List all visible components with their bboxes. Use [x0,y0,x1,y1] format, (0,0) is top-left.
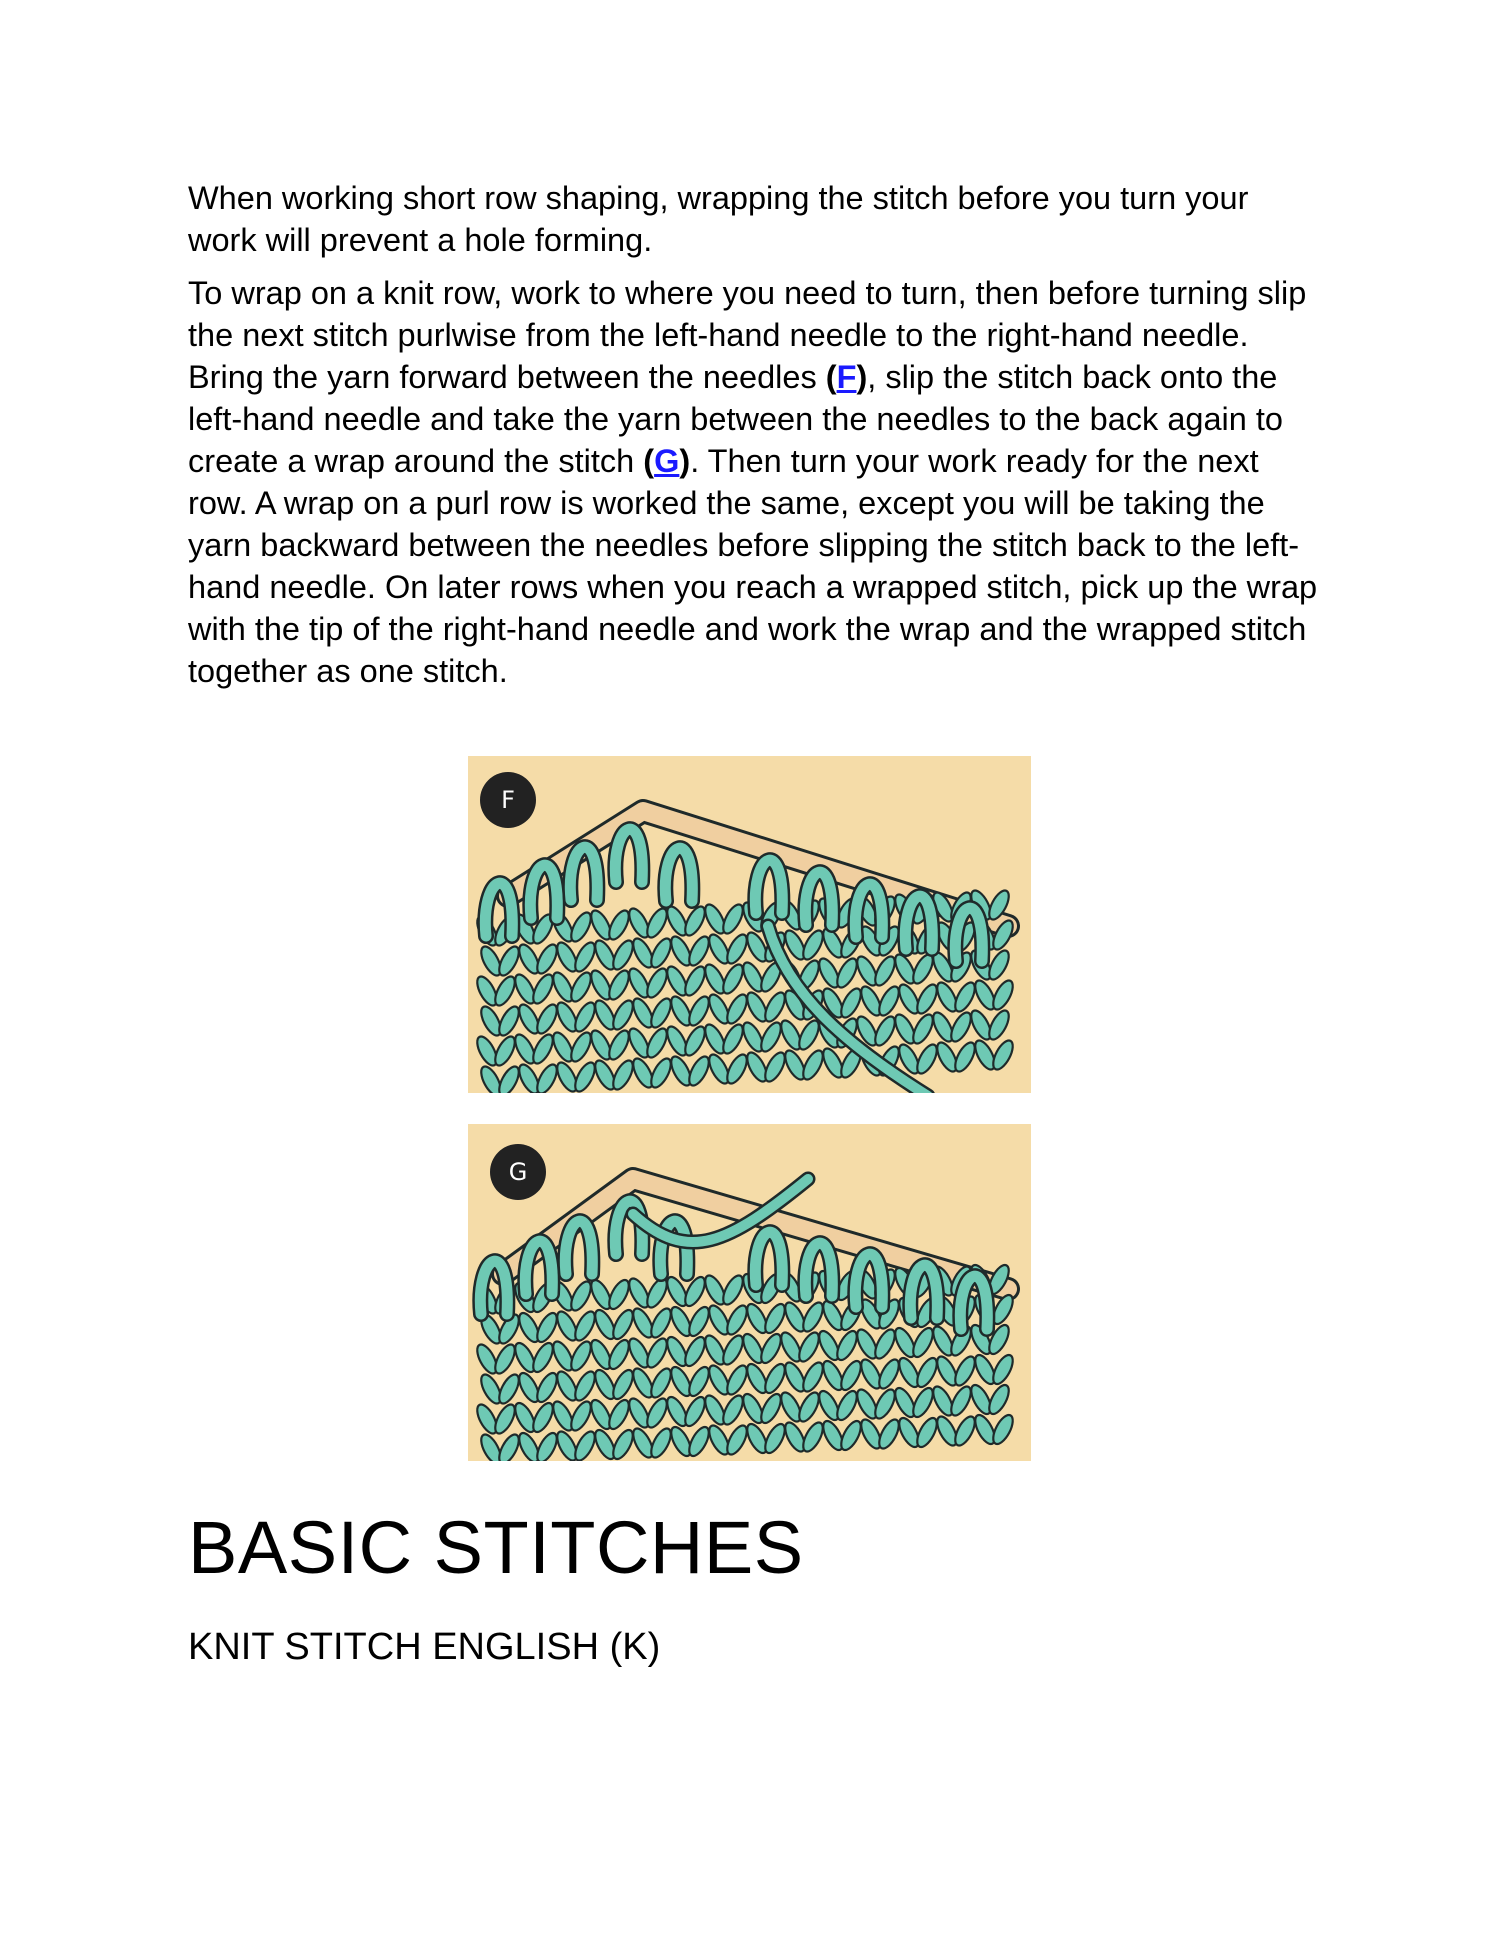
figure-g-link[interactable]: G [654,443,680,479]
instructions-text-3: . Then turn your work ready for the next row. A wrap on a purl row is worked the same, except you will be taking the yarn backward between the needles before slipping the stitch back to the left-hand needle. On later rows when you reach a wrapped stitch, pick up the wrap with the tip of the right-hand needle and work the wrap and the wrapped stitch together as one stitch. [188,443,1318,689]
figure-ref-f: (F) [825,359,868,395]
instructions-text-1: To wrap on a knit row, work to where you need to turn, then before turning slip the next stitch purlwise from the left-hand needle to the right-hand needle. Bring the yarn forward between the needles [188,275,1307,395]
knitting-illustration-f [468,756,1031,1093]
figure-g-badge: G [490,1144,546,1200]
subsection-heading: KNIT STITCH ENGLISH (K) [188,1626,661,1668]
figure-f-badge: F [480,772,536,828]
figure-g-illustration [468,1124,1031,1461]
figure-ref-g: (G) [643,443,691,479]
knitting-illustration-g [468,1124,1031,1461]
figure-f-link[interactable]: F [836,359,857,395]
intro-paragraph: When working short row shaping, wrapping the stitch before you turn your work will prevent a hole forming. [188,180,1249,258]
figure-f-illustration [468,756,1031,1093]
instructions-text-2: , slip the stitch back onto the left-hand needle and take the yarn between the needles to the back again to create a wrap around the stitch [188,359,1283,479]
section-heading: BASIC STITCHES [188,1506,804,1589]
instructions-paragraph [188,272,1318,692]
